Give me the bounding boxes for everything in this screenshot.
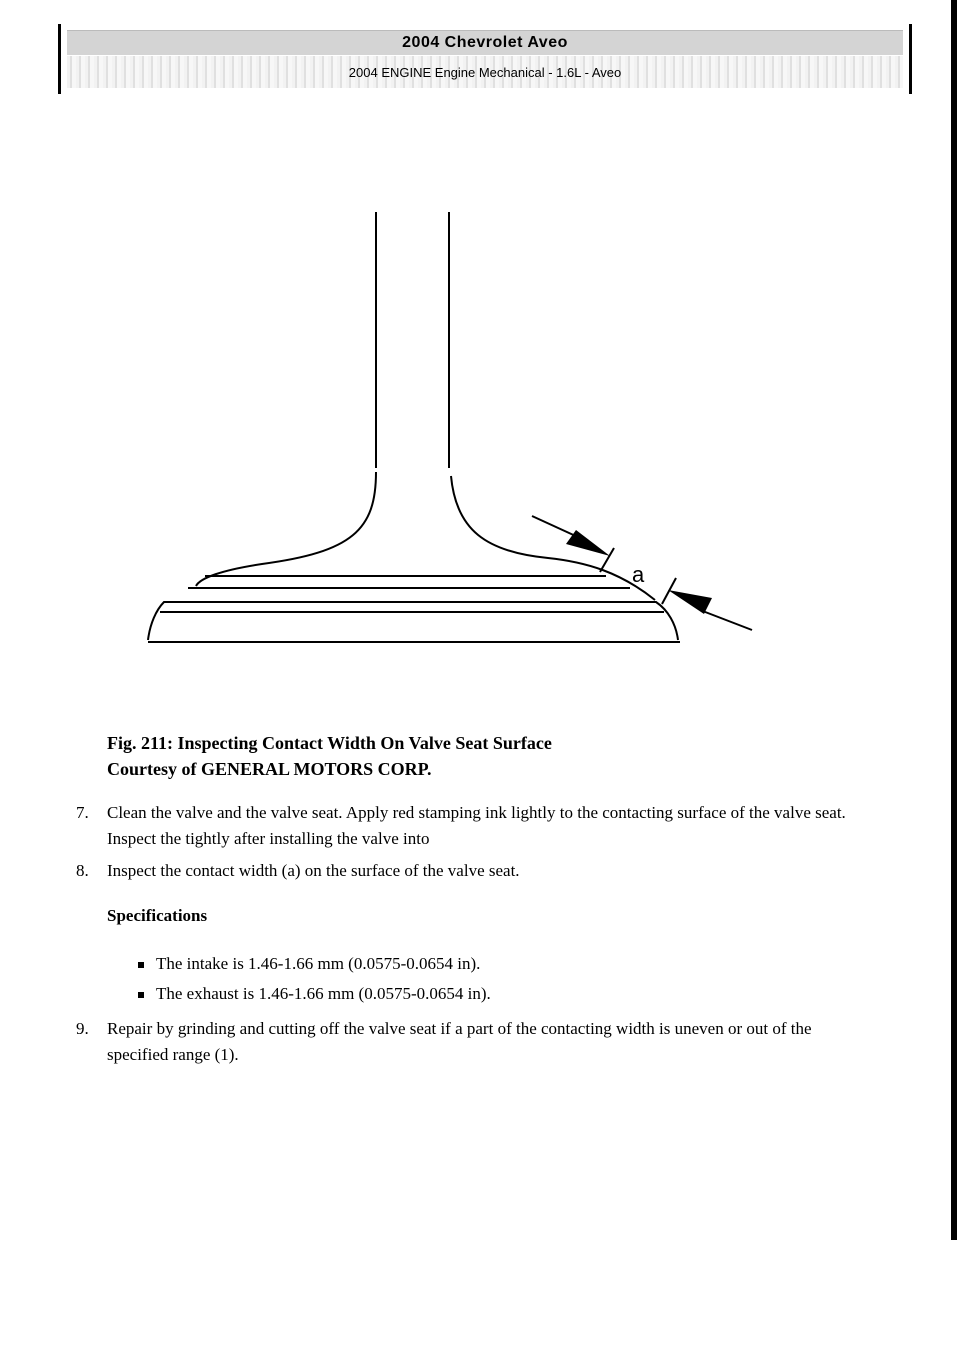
step-number: 9. [76,1019,89,1038]
step-text: Repair by grinding and cutting off the valve seat if a part of the contacting width is uneven or out of the specified range (1). [107,1019,812,1064]
valve-fillet-left [196,472,376,586]
header-subtitle: 2004 ENGINE Engine Mechanical - 1.6L - Aveo [348,64,622,80]
spec-item-exhaust [138,984,491,1004]
valve-head-outline [148,602,678,640]
figure-caption-credit: Courtesy of GENERAL MOTORS CORP. [107,759,432,779]
bullet-icon [138,992,144,998]
bullet-icon [138,962,144,968]
step-number: 7. [76,803,89,822]
header-title: 2004 Chevrolet Aveo [402,34,568,51]
dimension-label-a: a [632,562,645,587]
dimension-arrow-lower [668,590,712,614]
specifications-heading: Specifications [107,906,208,925]
spec-item-text: The exhaust is 1.46-1.66 mm (0.0575-0.0654 in). [156,984,491,1003]
step-number: 8. [76,861,89,880]
spec-item-intake [138,954,480,974]
spec-item-text: The intake is 1.46-1.66 mm (0.0575-0.0654 in). [156,954,481,973]
figure-caption-title: Fig. 211: Inspecting Contact Width On Valve Seat Surface [107,733,552,753]
dimension-extension-lower [662,578,676,604]
valve-fillet-right [451,476,655,600]
figure-caption [107,730,552,782]
step-text: Inspect the contact width (a) on the surface of the valve seat. [107,861,520,880]
step-text: Clean the valve and the valve seat. Apply red stamping ink lightly to the contacting surface of the valve seat. Inspect the tightly after installing the valve into [107,803,846,848]
dimension-leader-lower [700,610,752,630]
